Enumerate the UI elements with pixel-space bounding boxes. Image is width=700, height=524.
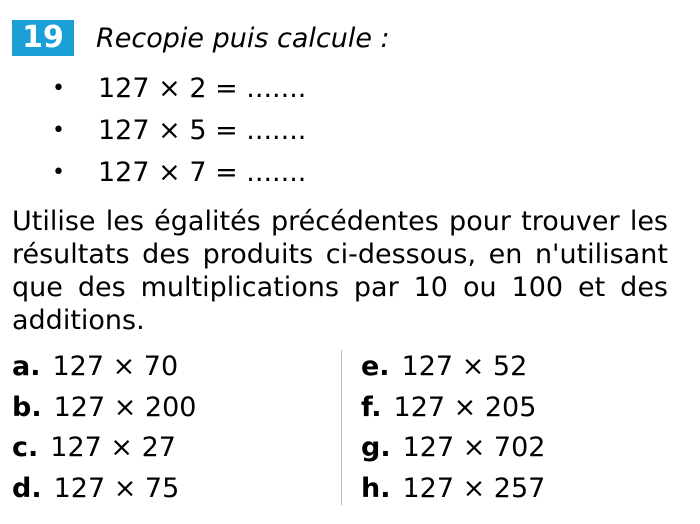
list-item <box>52 110 306 152</box>
item-letter: a. <box>12 351 41 382</box>
item-expression: 127 × 27 <box>50 432 176 463</box>
exercise-number-badge: 19 <box>12 20 74 56</box>
list-item <box>12 347 196 388</box>
exercise-instruction: Recopie puis calcule : <box>96 22 390 54</box>
left-column <box>12 347 196 509</box>
calculation: 127 × 7 = ....... <box>98 157 307 188</box>
item-letter: f. <box>361 391 382 423</box>
item-letter: b. <box>12 391 42 423</box>
item-letter: e. <box>361 351 390 382</box>
item-expression: 127 × 257 <box>402 472 546 504</box>
bullet-list <box>52 68 306 194</box>
column-divider <box>341 350 342 505</box>
list-item <box>12 469 196 510</box>
item-expression: 127 × 52 <box>401 351 528 382</box>
list-item <box>361 469 545 510</box>
instructions-paragraph: Utilise les égalités précédentes pour trouver les résultats des produits ci-dessous, en n'utilisant que des multiplications par 10 ou 100 et des additions. <box>12 206 668 336</box>
bullet-icon: • <box>52 118 65 143</box>
list-item <box>12 428 196 469</box>
list-item <box>52 68 306 110</box>
right-column <box>361 347 545 509</box>
item-expression: 127 × 702 <box>402 432 546 463</box>
list-item <box>361 428 545 469</box>
item-expression: 127 × 205 <box>393 391 537 423</box>
item-expression: 127 × 70 <box>52 351 179 382</box>
calculation: 127 × 5 = ....... <box>98 115 307 146</box>
item-expression: 127 × 75 <box>53 472 180 504</box>
list-item <box>52 152 306 194</box>
item-letter: h. <box>361 472 391 504</box>
list-item <box>12 388 196 429</box>
bullet-icon: • <box>52 76 65 101</box>
item-letter: d. <box>12 472 42 504</box>
exercise-header <box>12 19 390 57</box>
calculation: 127 × 2 = ....... <box>98 73 307 104</box>
item-letter: c. <box>12 432 39 463</box>
item-letter: g. <box>361 432 391 463</box>
list-item <box>361 347 545 388</box>
item-expression: 127 × 200 <box>53 391 197 423</box>
list-item <box>361 388 545 429</box>
bullet-icon: • <box>52 160 65 185</box>
